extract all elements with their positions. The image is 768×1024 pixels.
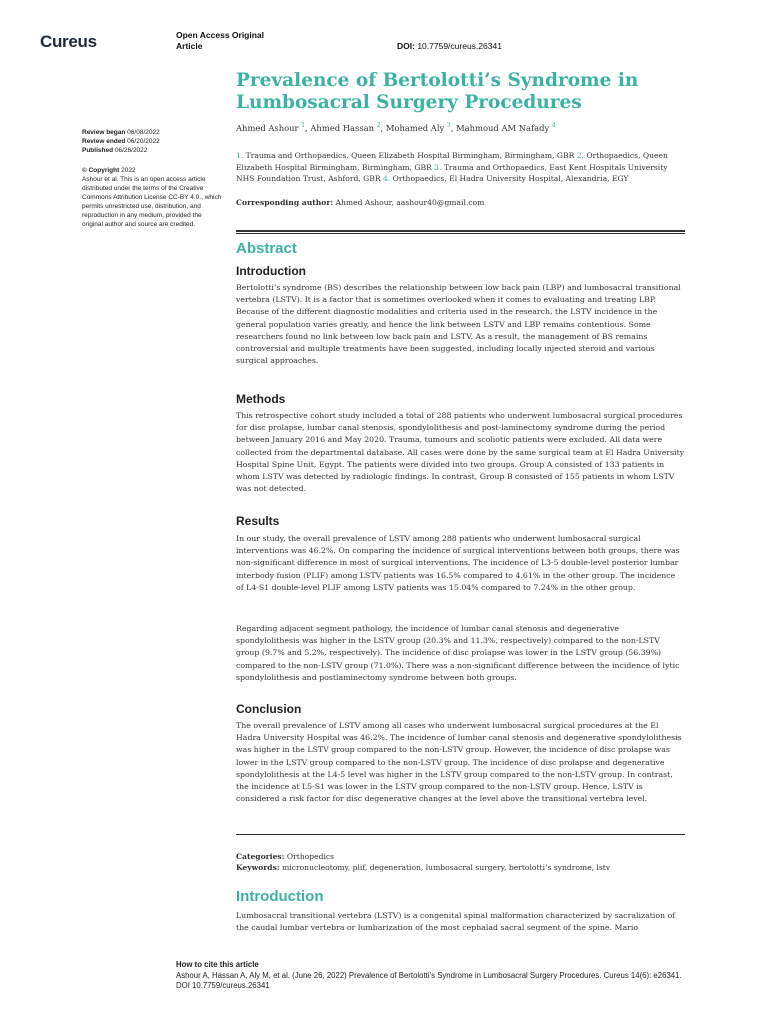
citation-doi[interactable]: DOI 10.7759/cureus.26341 (176, 981, 270, 990)
abstract-introduction-heading: Introduction (236, 264, 306, 278)
doi-label: DOI: (397, 41, 415, 51)
published-label: Published (82, 147, 114, 154)
affiliations (236, 150, 676, 185)
affiliation-text: Trauma and Orthopaedics, Queen Elizabeth Hospital Birmingham, Birmingham, GBR (245, 151, 575, 160)
abstract-introduction-text: Bertolotti’s syndrome (BS) describes the relationship between low back pain (LBP) and lumbosacral transitional vertebra (LSTV). It is a factor that is sometimes overlooked when it comes to evaluating and treating LBP. Because of the different diagnostic modalities and criteria used in the research, the LSTV incidence in the general population varies greatly, and hence the link between LSTV and LBP remains contentious. Some researchers found no link between low back pain and LSTV. As a result, the management of BS remains controversial and multiple treatments have been suggested, including locally injected steroid and various surgical approaches. (236, 283, 681, 366)
review-began-label: Review began (82, 129, 126, 136)
keywords (236, 862, 685, 874)
affiliation-number: 4. (382, 174, 391, 183)
categories-label: Categories: (236, 852, 285, 861)
affiliation-number: 3. (434, 162, 442, 172)
author-name[interactable]: Mahmoud AM Nafady (456, 122, 550, 133)
keywords-label: Keywords: (236, 863, 280, 872)
author-affiliation-ref[interactable]: 1 (301, 122, 306, 129)
citation-footer (176, 960, 736, 992)
citation-text: Ashour A, Hassan A, Aly M, et al. (June 26, 2022) Prevalence of Bertolotti’s Syndrome in Lumbosacral Surgery Procedures. Cureus 14(6): e26341. (176, 970, 682, 980)
author-affiliation-ref[interactable]: 2 (376, 122, 381, 129)
abstract-conclusion-heading: Conclusion (236, 702, 302, 716)
corresponding-author-label: Corresponding author: (236, 198, 334, 207)
corresponding-author-contact[interactable]: Ahmed Ashour, aashour40@gmail.com (335, 198, 485, 207)
affiliation-text: Orthopaedics, El Hadra University Hospital, Alexandria, EGY (392, 174, 629, 183)
license-text: Ashour et al. This is an open access article distributed under the terms of the Creative Commons Attribution License CC-BY 4.0., which permits unrestricted use, distribution, and reproduction in any medium, provided the original author and source are credited. (82, 176, 222, 228)
abstract-heading: Abstract (236, 240, 297, 257)
author-list: Ahmed Ashour $^1$, Ahmed Hassan $^2$, Mohamed Aly $^3$, Mahmoud AM Nafady $^4$ (236, 122, 556, 133)
affiliation-text: Trauma and Orthopaedics, East Kent Hospitals University NHS Foundation Trust, Ashford, GBR (236, 162, 668, 183)
abstract-results-text-continued: Regarding adjacent segment pathology, the incidence of lumbar canal stenosis and degenerative spondylolithesis was higher in the LSTV group (20.3% and 11.3%, respectively) compared to the non-LSTV group (9.7% and 5.2%, respectively). The incidence of disc prolapse was lower in the LSTV group (56.39%) compared to the non-LSTV group (71.0%). There was a non-significant difference between the incidence of lytic spondylolithesis and postlaminectomy syndrome between both groups. (236, 624, 680, 682)
keywords-value: micronucleotomy, plif, degeneration, lumbosacral surgery, bertolotti’s syndrome, lstv (282, 863, 611, 872)
published-date: 06/26/2022 (114, 147, 148, 154)
affiliation-number: 2. (576, 151, 584, 160)
header-doi (397, 41, 502, 51)
review-ended-date: 06/20/2022 (127, 138, 160, 145)
review-dates (82, 128, 224, 155)
abstract-bottom-divider (236, 834, 685, 835)
introduction-text: Lumbosacral transitional vertebra (LSTV) is a congenital spinal malformation characterized by sacralization of the caudal lumbar vertebra or lumbarization of the most cephalad sacral segment of the spine. Mario (236, 911, 676, 933)
affiliation-number: 1. (236, 151, 244, 160)
affiliation-text: Orthopaedics, Queen Elizabeth Hospital Birmingham, Birmingham, GBR (236, 151, 668, 172)
citation-heading: How to cite this article (176, 960, 259, 969)
categories (236, 851, 685, 863)
corresponding-author (236, 198, 484, 207)
abstract-top-divider (236, 230, 685, 234)
abstract-results-text: In our study, the overall prevalence of LSTV among 288 patients who underwent lumbosacral surgical interventions was 46.2%. On comparing the incidence of surgical interventions between both groups, there was non-significant difference in most of surgical interventions. The incidence of L3-5 double-level posterior lumbar interbody fusion (PLIF) among LSTV patients was 16.5% compared to 4.61% in the other group. The incidence of L4-S1 double-level PLIF among LSTV patients was 15.04% compared to 7.24% in the other group. (236, 534, 680, 592)
abstract-results-heading: Results (236, 514, 280, 528)
introduction-heading: Introduction (236, 888, 324, 905)
article-type-line2: Article (176, 41, 203, 51)
article-type (176, 30, 264, 52)
author-affiliation-ref[interactable]: 4 (551, 122, 556, 129)
review-began-date: 06/08/2022 (127, 129, 160, 136)
article-title: Prevalence of Bertolotti’s Syndrome in Lumbosacral Surgery Procedures (236, 70, 639, 113)
abstract-methods-heading: Methods (236, 392, 286, 406)
cureus-logo: Cureus (40, 32, 97, 51)
copyright-label: © Copyright (82, 167, 120, 174)
author-name[interactable]: Mohamed Aly (385, 122, 445, 133)
doi-link[interactable]: 10.7759/cureus.26341 (417, 41, 502, 51)
copyright-year: 2022 (121, 167, 136, 174)
categories-value[interactable]: Orthopedics (286, 852, 335, 861)
author-name[interactable]: Ahmed Hassan (310, 122, 375, 133)
abstract-conclusion-text: The overall prevalence of LSTV among all cases who underwent lumbosacral surgical procedures at the El Hadra University Hospital was 46.2%. The incidence of lumbar canal stenosis and degenerative spondylolithesis was higher in the LSTV group compared to the non-LSTV group. However, the incidence of disc prolapse was lower in the LSTV group compared to the non-LSTV group. The incidence of disc prolapse and degenerative spondylolithesis at the L4-5 level was higher in the LSTV group compared to the non-LSTV group. In contrast, the incidence at L5-S1 was lower in the LSTV group compared to the non-LSTV group. Hence, LSTV is considered a risk factor for disc degenerative changes at the level above the transitional vertebra level. (236, 721, 682, 804)
copyright-block (82, 166, 224, 229)
review-ended-label: Review ended (82, 138, 126, 145)
author-affiliation-ref[interactable]: 3 (446, 122, 451, 129)
author-name[interactable]: Ahmed Ashour (236, 122, 299, 133)
abstract-methods-text: This retrospective cohort study included a total of 288 patients who underwent lumbosacral surgical procedures for disc prolapse, lumbar canal stenosis, spondylolithesis and post-laminectomy syndrome during the period between January 2016 and May 2020. Trauma, tumours and scoliotic patients were excluded. All data were collected from the departmental database. All cases were done by the same surgical team at El Hadra University Hospital Spine Unit, Egypt. The patients were divided into two groups. Group A consisted of 133 patients in whom LSTV was detected by radiologic findings. In contrast, Group B consisted of 155 patients in whom LSTV was not detected. (236, 411, 685, 494)
article-type-line1: Open Access Original (176, 30, 265, 40)
